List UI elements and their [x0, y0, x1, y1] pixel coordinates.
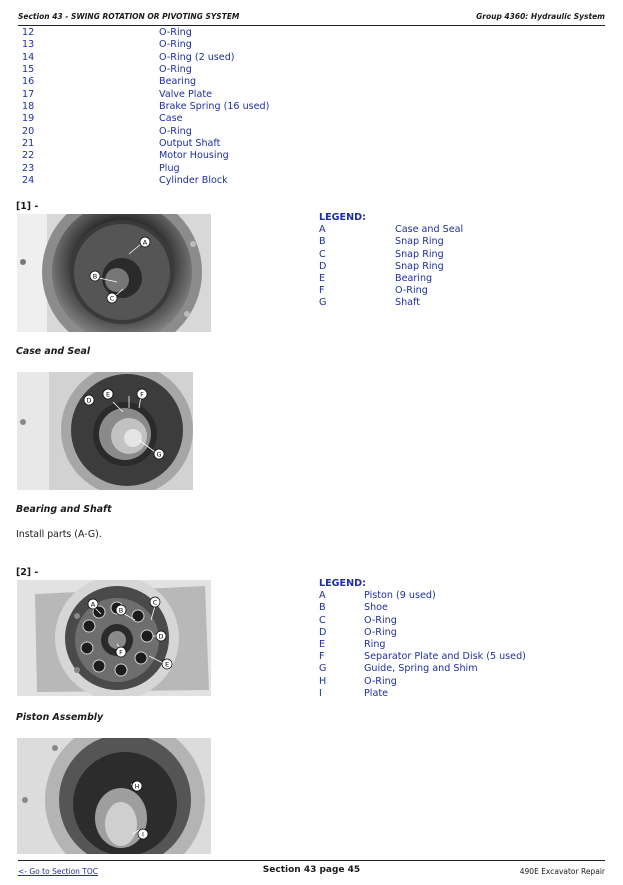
- legend-key: D: [319, 626, 327, 638]
- legend-text: Shaft: [395, 297, 421, 309]
- manual-title: 490E Excavator Repair: [519, 867, 605, 876]
- caption-piston-assembly: Piston Assembly: [16, 712, 104, 723]
- svg-text:G: G: [156, 450, 162, 459]
- header-divider: [18, 25, 605, 26]
- legend-row: [319, 627, 526, 639]
- part-number: 24: [22, 175, 35, 187]
- parts-row: [22, 113, 269, 125]
- svg-text:A: A: [142, 238, 148, 247]
- parts-row: [22, 27, 269, 39]
- svg-text:A: A: [90, 600, 96, 609]
- part-name: Cylinder Block: [159, 175, 228, 187]
- part-number: 22: [22, 150, 35, 162]
- parts-row: [22, 175, 269, 187]
- part-name: O-Ring: [159, 39, 192, 51]
- group-title: Group 4360: Hydraulic System: [476, 12, 605, 21]
- figure-2-legend: [319, 578, 526, 700]
- piston-assembly-photo: [17, 580, 211, 696]
- go-to-section-toc-link[interactable]: <- Go to Section TOC: [18, 867, 99, 876]
- callout-f: [137, 389, 147, 399]
- legend-text: Shoe: [364, 602, 388, 614]
- parts-row: [22, 39, 269, 51]
- legend-key: F: [319, 651, 325, 663]
- part-name: Case: [159, 113, 183, 125]
- legend-row: [319, 688, 526, 700]
- case-and-seal-photo: [17, 214, 211, 332]
- parts-row: [22, 138, 269, 150]
- svg-text:C: C: [109, 294, 115, 303]
- legend-text: Snap Ring: [395, 236, 444, 248]
- parts-row: [22, 89, 269, 101]
- legend-key: C: [319, 614, 326, 626]
- guide-and-plate-photo: [17, 738, 211, 854]
- part-name: O-Ring: [159, 27, 192, 38]
- callout-e: [162, 659, 172, 669]
- legend-row: [319, 590, 526, 602]
- legend-text: O-Ring: [395, 285, 428, 297]
- callout-h: [132, 781, 142, 791]
- section-title: Section 43 - SWING ROTATION OR PIVOTING SYSTEM: [18, 12, 240, 21]
- svg-text:D: D: [86, 396, 92, 405]
- legend-text: O-Ring: [364, 675, 397, 687]
- svg-text:C: C: [152, 598, 158, 607]
- legend-row: [319, 297, 463, 309]
- svg-text:H: H: [134, 782, 140, 791]
- legend-key: B: [319, 236, 326, 248]
- parts-row: [22, 126, 269, 138]
- callout-d: [156, 631, 166, 641]
- part-name: Brake Spring (16 used): [159, 101, 270, 113]
- svg-text:E: E: [164, 660, 170, 669]
- callout-a: [88, 599, 98, 609]
- legend-key: D: [319, 260, 327, 272]
- legend-key: E: [319, 638, 326, 650]
- callout-b: [90, 271, 100, 281]
- legend-text: Ring: [364, 638, 386, 650]
- legend-row: [319, 249, 463, 261]
- svg-text:F: F: [119, 648, 123, 657]
- legend-row: [319, 676, 526, 688]
- legend-key: G: [319, 297, 327, 309]
- legend-text: Snap Ring: [395, 248, 444, 260]
- parts-row: [22, 101, 269, 113]
- legend-text: Bearing: [395, 272, 433, 284]
- caption-case-and-seal: Case and Seal: [16, 346, 91, 357]
- part-number: 17: [22, 88, 35, 100]
- legend-key: G: [319, 663, 327, 675]
- legend-row: [319, 273, 463, 285]
- legend-key: A: [319, 590, 326, 602]
- legend-key: A: [319, 224, 326, 236]
- parts-row: [22, 163, 269, 175]
- legend-row: [319, 615, 526, 627]
- callout-b: [116, 605, 126, 615]
- legend-row: [319, 639, 526, 651]
- legend-key: I: [319, 687, 322, 699]
- part-number: 13: [22, 39, 35, 51]
- legend-key: C: [319, 248, 326, 260]
- parts-row: [22, 64, 269, 76]
- legend-text: Piston (9 used): [364, 590, 436, 602]
- svg-text:B: B: [92, 272, 98, 281]
- footer-divider: [18, 860, 605, 861]
- legend-key: E: [319, 272, 326, 284]
- callout-d: [84, 395, 94, 405]
- legend-text: Snap Ring: [395, 260, 444, 272]
- part-number: 14: [22, 51, 35, 63]
- caption-bearing-and-shaft: Bearing and Shaft: [16, 504, 112, 515]
- part-number: 16: [22, 76, 35, 88]
- legend-row: [319, 224, 463, 236]
- part-name: Output Shaft: [159, 138, 221, 150]
- figure-1-legend: [319, 212, 463, 310]
- legend-row: [319, 285, 463, 297]
- parts-row: [22, 76, 269, 88]
- callout-c: [107, 293, 117, 303]
- part-name: Motor Housing: [159, 150, 229, 162]
- legend-title: LEGEND:: [319, 212, 366, 223]
- svg-text:I: I: [142, 830, 144, 839]
- legend-text: O-Ring: [364, 614, 397, 626]
- part-name: Valve Plate: [159, 88, 212, 100]
- legend-row: [319, 602, 526, 614]
- callout-g: [154, 449, 164, 459]
- part-name: O-Ring (2 used): [159, 51, 235, 63]
- page-number: Section 43 page 45: [262, 865, 361, 875]
- part-number: 12: [22, 27, 35, 38]
- part-number: 20: [22, 125, 35, 137]
- part-number: 21: [22, 138, 35, 150]
- install-instruction: Install parts (A-G).: [16, 529, 102, 540]
- parts-list: [22, 27, 269, 187]
- legend-row: [319, 663, 526, 675]
- part-name: Bearing: [159, 76, 197, 88]
- legend-key: H: [319, 675, 327, 687]
- part-name: O-Ring: [159, 125, 192, 137]
- legend-key: B: [319, 602, 326, 614]
- legend-row: [319, 236, 463, 248]
- callout-a: [140, 237, 150, 247]
- part-name: Plug: [159, 162, 180, 174]
- part-number: 23: [22, 162, 35, 174]
- svg-text:E: E: [105, 390, 111, 399]
- callout-e: [103, 389, 113, 399]
- part-number: 18: [22, 101, 35, 113]
- callout-i: [138, 829, 148, 839]
- svg-text:B: B: [118, 606, 124, 615]
- part-number: 19: [22, 113, 35, 125]
- figure-1-label: [1] -: [16, 201, 39, 212]
- parts-row: [22, 52, 269, 64]
- legend-text: O-Ring: [364, 626, 397, 638]
- legend-key: F: [319, 285, 325, 297]
- page-header: [18, 12, 605, 26]
- figure-2-label: [2] -: [16, 567, 39, 578]
- page-footer: [18, 865, 605, 879]
- legend-row: [319, 651, 526, 663]
- bearing-and-shaft-photo: [17, 372, 193, 490]
- svg-text:D: D: [158, 632, 164, 641]
- legend-text: Separator Plate and Disk (5 used): [364, 651, 526, 663]
- legend-text: Plate: [364, 687, 388, 699]
- part-name: O-Ring: [159, 64, 192, 76]
- legend-text: Case and Seal: [395, 224, 464, 236]
- parts-row: [22, 150, 269, 162]
- legend-text: Guide, Spring and Shim: [364, 663, 478, 675]
- callout-c: [150, 597, 160, 607]
- part-number: 15: [22, 64, 35, 76]
- callout-f: [116, 647, 126, 657]
- legend-title: LEGEND:: [319, 578, 366, 589]
- svg-text:F: F: [140, 390, 144, 399]
- legend-row: [319, 261, 463, 273]
